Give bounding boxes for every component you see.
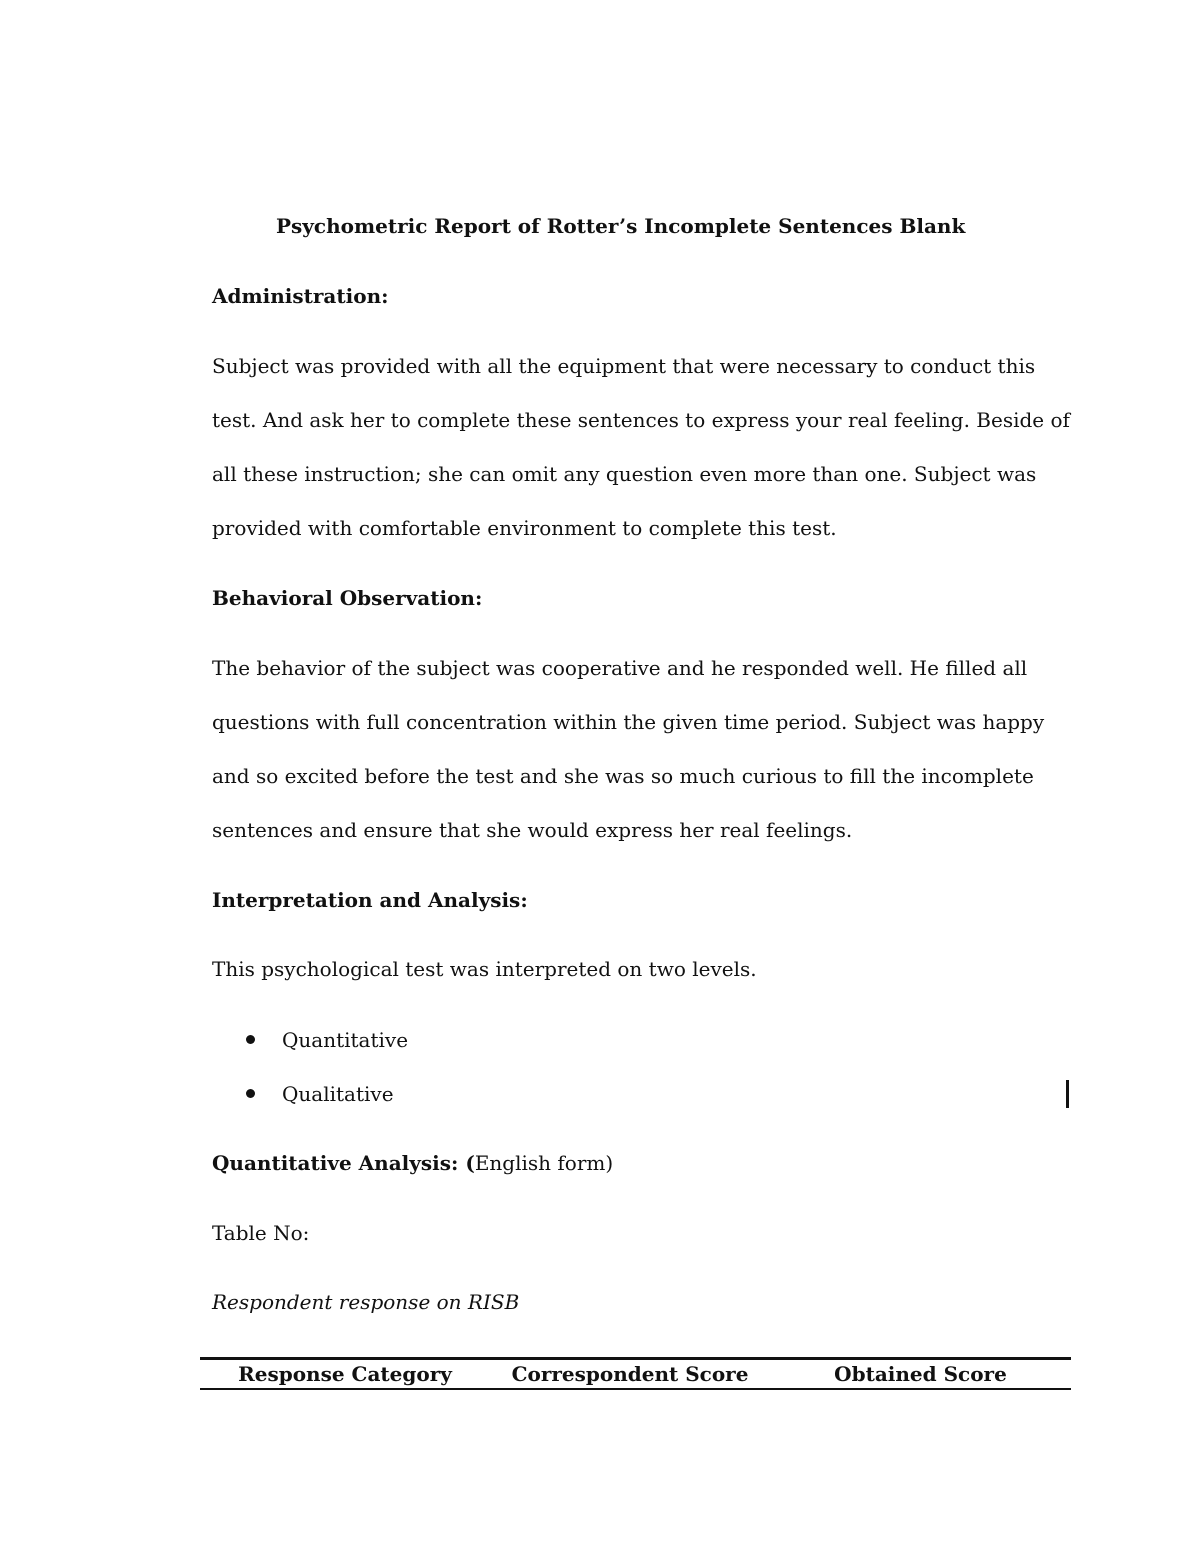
header-obtained-score: Obtained Score	[834, 1362, 1007, 1386]
table-header-row	[200, 1360, 1071, 1388]
bullet-icon	[246, 1089, 255, 1098]
header-response-category: Response Category	[238, 1362, 452, 1386]
list-item	[244, 1080, 408, 1134]
quantitative-heading-bold: Quantitative Analysis: (	[212, 1151, 475, 1175]
quantitative-analysis-heading	[212, 1151, 613, 1175]
analysis-levels-list	[244, 1026, 408, 1134]
list-item-label: Quantitative	[282, 1028, 409, 1052]
header-correspondent-score: Correspondent Score	[511, 1362, 749, 1386]
table-header-rule	[200, 1388, 1071, 1390]
administration-paragraph: Subject was provided with all the equipment that were necessary to conduct this test. And ask her to complete these sentences to express your real feeling. Beside of all these instruction; she can omit any question even more than one. Subject was provided with comfortable environment to complete this test.	[212, 354, 1070, 540]
list-item-label: Qualitative	[282, 1082, 394, 1106]
document-title: Psychometric Report of Rotter’s Incomplete Sentences Blank	[276, 214, 966, 238]
administration-heading: Administration:	[212, 284, 389, 308]
list-item	[244, 1026, 408, 1080]
quantitative-heading-normal: English form)	[474, 1151, 614, 1175]
bullet-icon	[246, 1035, 255, 1044]
interpretation-heading: Interpretation and Analysis:	[212, 888, 528, 912]
table-number-label: Table No:	[212, 1221, 310, 1245]
behavioral-observation-heading: Behavioral Observation:	[212, 586, 483, 610]
table-caption: Respondent response on RISB	[212, 1290, 520, 1314]
text-cursor	[1066, 1080, 1069, 1108]
interpretation-intro: This psychological test was interpreted on two levels.	[212, 957, 757, 981]
results-table	[200, 1357, 1071, 1390]
behavioral-observation-paragraph: The behavior of the subject was cooperative and he responded well. He filled all questions with full concentration within the given time period. Subject was happy and so excited before the test and she was so much curious to fill the incomplete sentences and ensure that she would express her real feelings.	[212, 656, 1045, 842]
